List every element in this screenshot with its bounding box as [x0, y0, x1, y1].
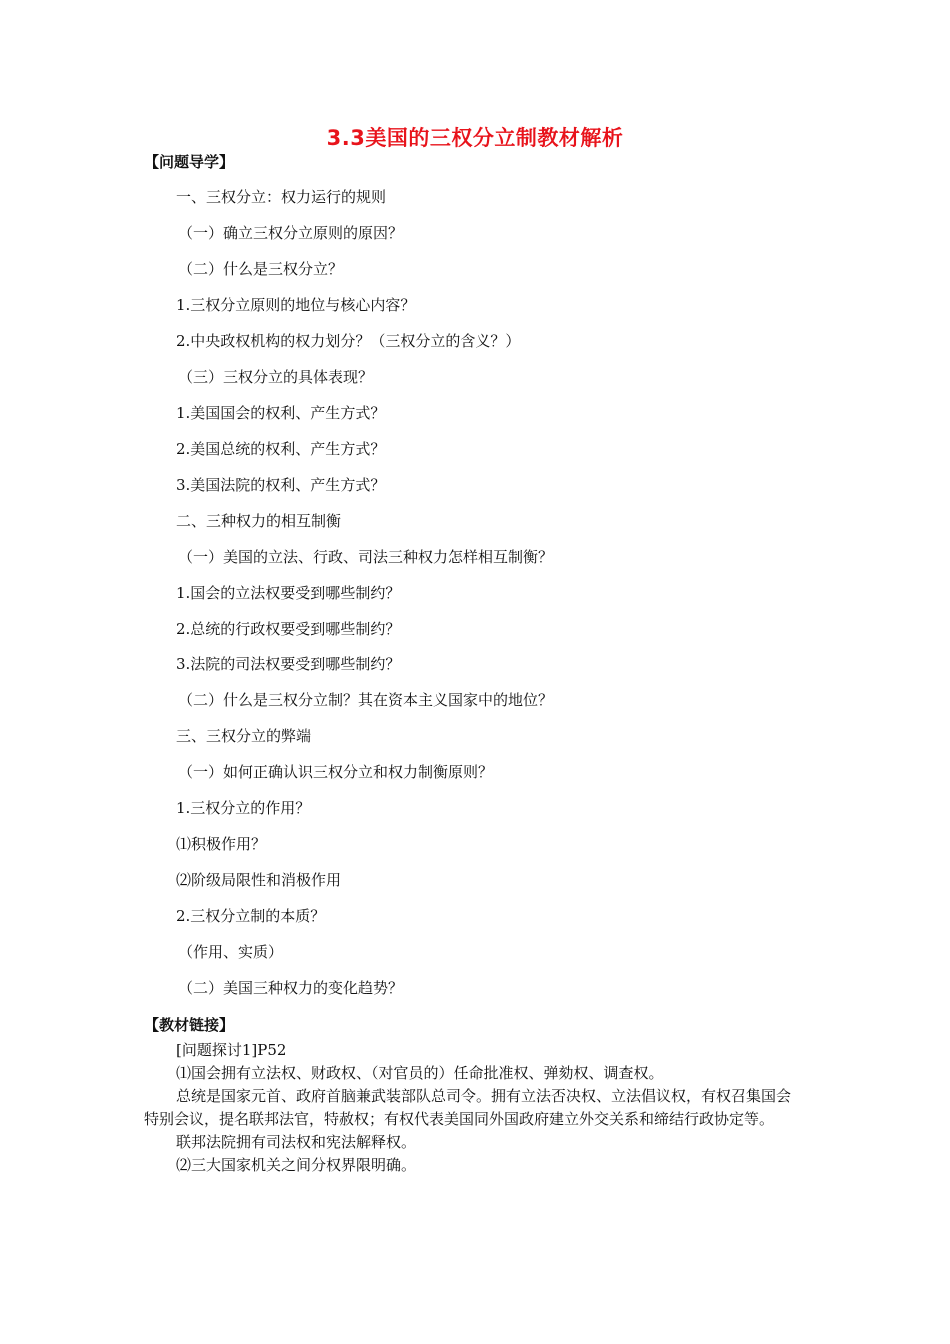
- guide-line: 2.美国总统的权利、产生方式？: [176, 440, 386, 458]
- guide-line: 2.中央政权机构的权力划分？（三权分立的含义？）: [176, 332, 521, 350]
- link-paragraph: ⑴国会拥有立法权、财政权、（对官员的）任命批准权、弹劾权、调查权。: [176, 1064, 664, 1082]
- guide-line: 1.三权分立原则的地位与核心内容？: [176, 296, 416, 314]
- guide-line: （二）什么是三权分立制？其在资本主义国家中的地位？: [178, 691, 554, 709]
- guide-line: 二、三种权力的相互制衡: [176, 512, 342, 530]
- guide-heading: 【问题导学】: [144, 153, 235, 171]
- link-paragraph: [问题探讨1]P52: [176, 1041, 287, 1059]
- guide-line: （三）三权分立的具体表现？: [178, 368, 374, 386]
- link-body: [144, 1039, 800, 1177]
- guide-line: 三、三权分立的弊端: [176, 727, 312, 745]
- guide-line: 1.美国国会的权利、产生方式？: [176, 404, 386, 422]
- guide-line: 2.总统的行政权要受到哪些制约？: [176, 620, 401, 638]
- guide-line: ⑵阶级局限性和消极作用: [176, 871, 342, 889]
- link-paragraph: 总统是国家元首、政府首脑兼武装部队总司令。拥有立法否决权、立法倡议权，有权召集国会特别会议，提名联邦法官，特赦权；有权代表美国同外国政府建立外交关系和缔结行政协定等。: [144, 1087, 792, 1128]
- guide-line: 1.国会的立法权要受到哪些制约？: [176, 584, 401, 602]
- guide-line: 一、三权分立：权力运行的规则: [176, 188, 387, 206]
- link-heading: 【教材链接】: [144, 1016, 235, 1034]
- guide-line: （二）什么是三权分立？: [178, 260, 344, 278]
- guide-line: 1.三权分立的作用？: [176, 799, 311, 817]
- guide-line: （二）美国三种权力的变化趋势？: [178, 979, 404, 997]
- guide-line: （作用、实质）: [178, 943, 284, 961]
- guide-line: （一）如何正确认识三权分立和权力制衡原则？: [178, 763, 494, 781]
- document-title: 3.3美国的三权分立制教材解析: [326, 126, 624, 150]
- link-paragraph: 联邦法院拥有司法权和宪法解释权。: [176, 1133, 417, 1151]
- guide-line: 2.三权分立制的本质？: [176, 907, 326, 925]
- link-paragraph: ⑵三大国家机关之间分权界限明确。: [176, 1156, 417, 1174]
- guide-line: （一）确立三权分立原则的原因？: [178, 224, 404, 242]
- guide-line: 3.法院的司法权要受到哪些制约？: [176, 655, 401, 673]
- guide-line: 3.美国法院的权利、产生方式？: [176, 476, 386, 494]
- guide-line: （一）美国的立法、行政、司法三种权力怎样相互制衡？: [178, 548, 554, 566]
- guide-line: ⑴积极作用？: [176, 835, 267, 853]
